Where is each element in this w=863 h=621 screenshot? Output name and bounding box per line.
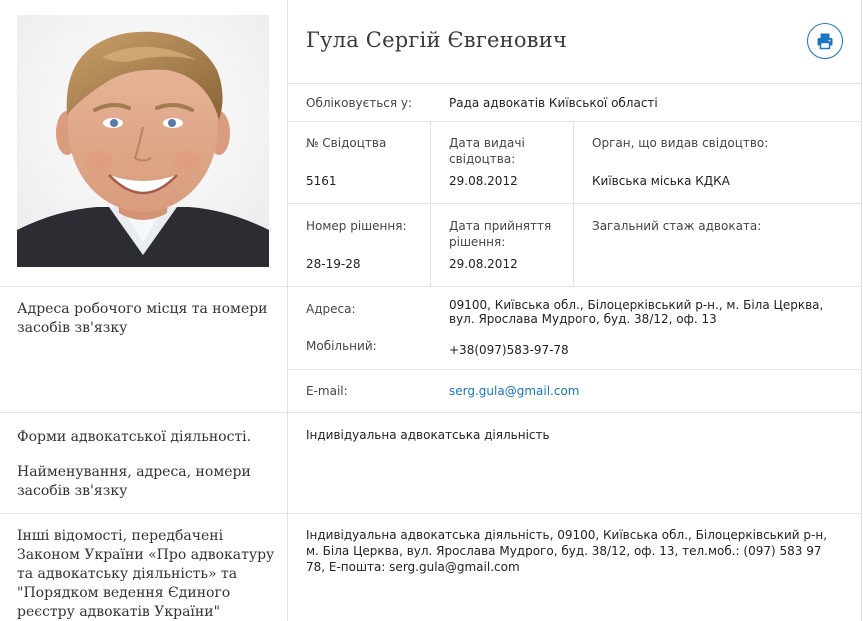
divider (287, 121, 862, 122)
divider (430, 121, 431, 286)
print-button[interactable] (807, 23, 843, 59)
contacts-section-title: Адреса робочого місця та номери засобів зв'язку (17, 301, 268, 336)
decision-number-label: Номер рішення: (306, 219, 407, 233)
column-divider (287, 0, 288, 621)
address-value: 09100, Київська обл., Білоцерківський р-н., м. Біла Церква, вул. Ярослава Мудрого, буд. 38/12, оф. 13 (449, 298, 824, 326)
other-info-value: Індивідуальна адвокатська діяльність, 09100, Київська обл., Білоцерківський р-н, м. Біла Церква, вул. Ярослава Мудрого, буд. 38/12, оф. 13, тел.моб.: (097) 583 97 78, Е-пошта: serg.gula@gmail.com (306, 528, 828, 574)
practice-forms-title: Форми адвокатської діяльності. (17, 429, 252, 445)
divider (287, 203, 862, 204)
certificate-issuer-value: Київська міська КДКА (592, 174, 730, 188)
practice-contacts-title: Найменування, адреса, номери засобів зв'язку (17, 464, 251, 499)
registry-label: Обліковується у: (306, 96, 413, 110)
lawyer-name: Гула Сергій Євгенович (306, 28, 567, 52)
divider (0, 412, 862, 413)
practice-value: Індивідуальна адвокатська діяльність (306, 428, 550, 442)
email-link[interactable]: serg.gula@gmail.com (449, 384, 580, 398)
divider (287, 369, 862, 370)
certificate-number-label: № Свідоцтва (306, 136, 387, 150)
certificate-date-label: Дата видачі свідоцтва: (449, 136, 525, 166)
certificate-number-value: 5161 (306, 174, 337, 188)
other-info-title: Інші відомості, передбачені Законом України «Про адвокатуру та адвокатську діяльність» та "Порядком ведення Єдиного реєстру адвокатів України" (17, 528, 275, 620)
divider (0, 513, 862, 514)
address-label: Адреса: (306, 302, 356, 316)
certificate-issuer-label: Орган, що видав свідоцтво: (592, 136, 769, 150)
printer-icon (816, 32, 834, 50)
decision-date-value: 29.08.2012 (449, 257, 518, 271)
divider (573, 121, 574, 286)
mobile-value: +38(097)583-97-78 (449, 343, 569, 357)
divider (0, 286, 862, 287)
lawyer-photo (17, 15, 269, 267)
mobile-label: Мобільний: (306, 339, 377, 353)
certificate-date-value: 29.08.2012 (449, 174, 518, 188)
registry-value: Рада адвокатів Київської області (449, 96, 658, 110)
experience-label: Загальний стаж адвоката: (592, 219, 762, 233)
email-label: E-mail: (306, 384, 348, 398)
decision-number-value: 28-19-28 (306, 257, 361, 271)
divider (287, 83, 862, 84)
decision-date-label: Дата прийняття рішення: (449, 219, 552, 249)
